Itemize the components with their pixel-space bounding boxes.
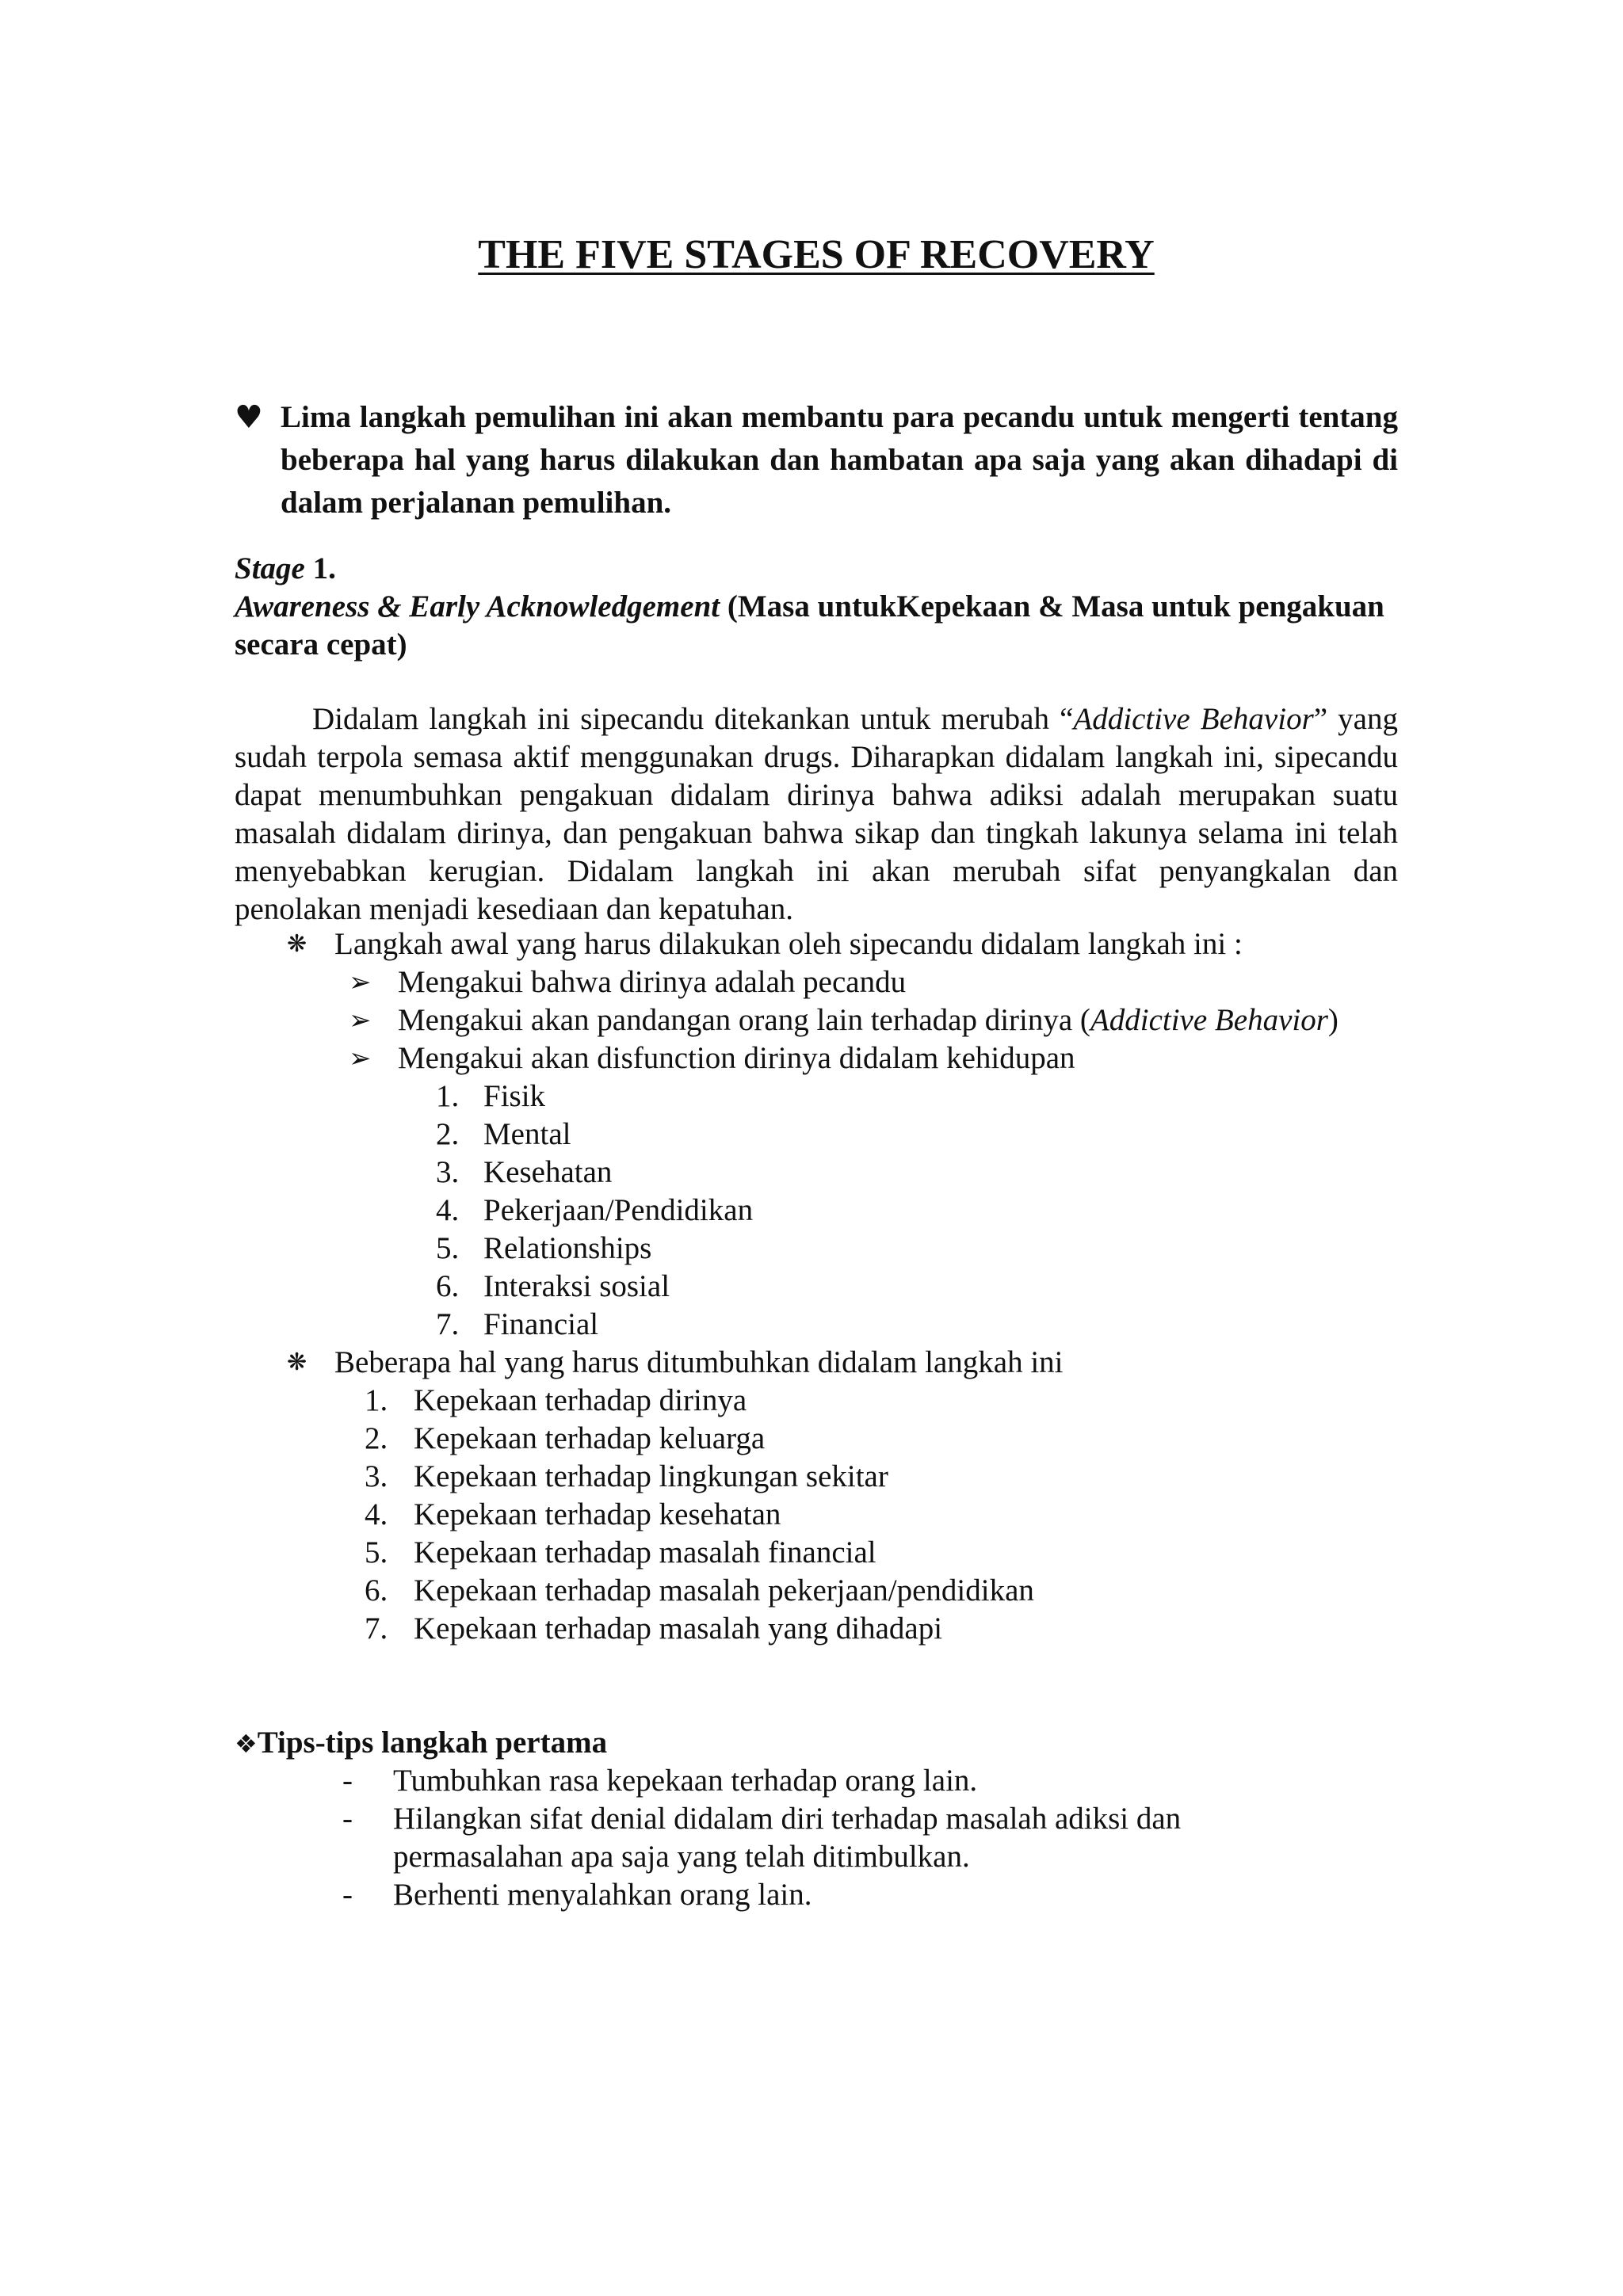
- snowflake-icon: ❋: [287, 1348, 307, 1376]
- sublist-item: 4. Pekerjaan/Pendidikan: [436, 1193, 754, 1227]
- diamond-icon: ❖: [235, 1729, 258, 1759]
- arrow-right-icon: ➢: [349, 967, 372, 998]
- sublist-item: 5. Relationships: [436, 1231, 652, 1265]
- stage-heading: [235, 550, 1398, 664]
- page-title: THE FIVE STAGES OF RECOVERY: [478, 232, 1155, 277]
- paragraph-part-1: Didalam langkah ini sipecandu ditekankan untuk merubah “: [312, 702, 1074, 736]
- stage-name: Awareness & Early Acknowledgement: [235, 589, 720, 624]
- tips-heading: ❖Tips-tips langkah pertama: [235, 1726, 608, 1760]
- list-item: ➢ Mengakui bahwa dirinya adalah pecandu: [235, 963, 1398, 1001]
- list-item: 5. Kepekaan terhadap masalah financial: [365, 1535, 876, 1569]
- section2-heading: ❋ Beberapa hal yang harus ditumbuhkan didalam langkah ini: [235, 1344, 1398, 1382]
- list-item: 1. Kepekaan terhadap dirinya: [365, 1383, 747, 1417]
- tips-section: [235, 1724, 1398, 1914]
- arrow-right-icon: ➢: [349, 1043, 372, 1074]
- list-item: ➢ Mengakui akan disfunction dirinya didalam kehidupan: [235, 1039, 1398, 1077]
- tip-item: - Hilangkan sifat denial didalam diri terhadap masalah adiksi dan: [342, 1802, 1182, 1836]
- paragraph-part-2: ” yang sudah terpola semasa aktif menggunakan drugs. Diharapkan didalam langkah ini, sipecandu dapat menumbuhkan pengakuan didalam dirinya bahwa adiksi adalah merupakan suatu masalah didalam dirinya, dan pengakuan bahwa sikap dan tingkah lakunya selama ini telah menyebabkan kerugian. Didalam langkah ini akan merubah sifat penyangkalan dan penolakan menjadi kesediaan dan kepatuhan.: [235, 702, 1398, 926]
- body-paragraph: [235, 700, 1398, 929]
- tip-item-continuation: permasalahan apa saja yang telah ditimbulkan.: [393, 1840, 970, 1874]
- intro-block: [235, 396, 1398, 524]
- list-item: ➢ Mengakui akan pandangan orang lain terhadap dirinya (Addictive Behavior): [235, 1001, 1398, 1039]
- sublist-item: 7. Financial: [436, 1307, 599, 1341]
- sublist-item: 1. Fisik: [436, 1079, 546, 1113]
- list-item: 6. Kepekaan terhadap masalah pekerjaan/pendidikan: [365, 1573, 1034, 1608]
- stage-label: Stage: [235, 551, 305, 585]
- tip-item: - Berhenti menyalahkan orang lain.: [342, 1878, 812, 1912]
- snowflake-icon: ❋: [287, 930, 307, 958]
- section-lists: [235, 925, 1398, 1648]
- stage-translation: (Masa untukKepekaan & Masa untuk pengakuan secara cepat): [235, 589, 1384, 662]
- intro-text: Lima langkah pemulihan ini akan membantu para pecandu untuk mengerti tentang beberapa hal yang harus dilakukan dan hambatan apa saja yang akan dihadapi di dalam perjalanan pemulihan.: [281, 400, 1398, 520]
- list-item: 2. Kepekaan terhadap keluarga: [365, 1421, 766, 1455]
- paragraph-italic: Addictive Behavior: [1073, 702, 1314, 736]
- arrow-right-icon: ➢: [349, 1005, 372, 1036]
- list-item: 3. Kepekaan terhadap lingkungan sekitar: [365, 1459, 888, 1493]
- heart-icon: ♥: [235, 399, 263, 436]
- tip-item: - Tumbuhkan rasa kepekaan terhadap orang lain.: [342, 1764, 978, 1798]
- list-item: 7. Kepekaan terhadap masalah yang dihadapi: [365, 1611, 943, 1646]
- sublist-item: 2. Mental: [436, 1117, 571, 1151]
- stage-number: 1.: [304, 551, 336, 585]
- sublist-item: 6. Interaksi sosial: [436, 1269, 670, 1303]
- list-item: 4. Kepekaan terhadap kesehatan: [365, 1497, 781, 1531]
- section1-heading: ❋ Langkah awal yang harus dilakukan oleh sipecandu didalam langkah ini :: [235, 925, 1398, 963]
- sublist-item: 3. Kesehatan: [436, 1155, 613, 1189]
